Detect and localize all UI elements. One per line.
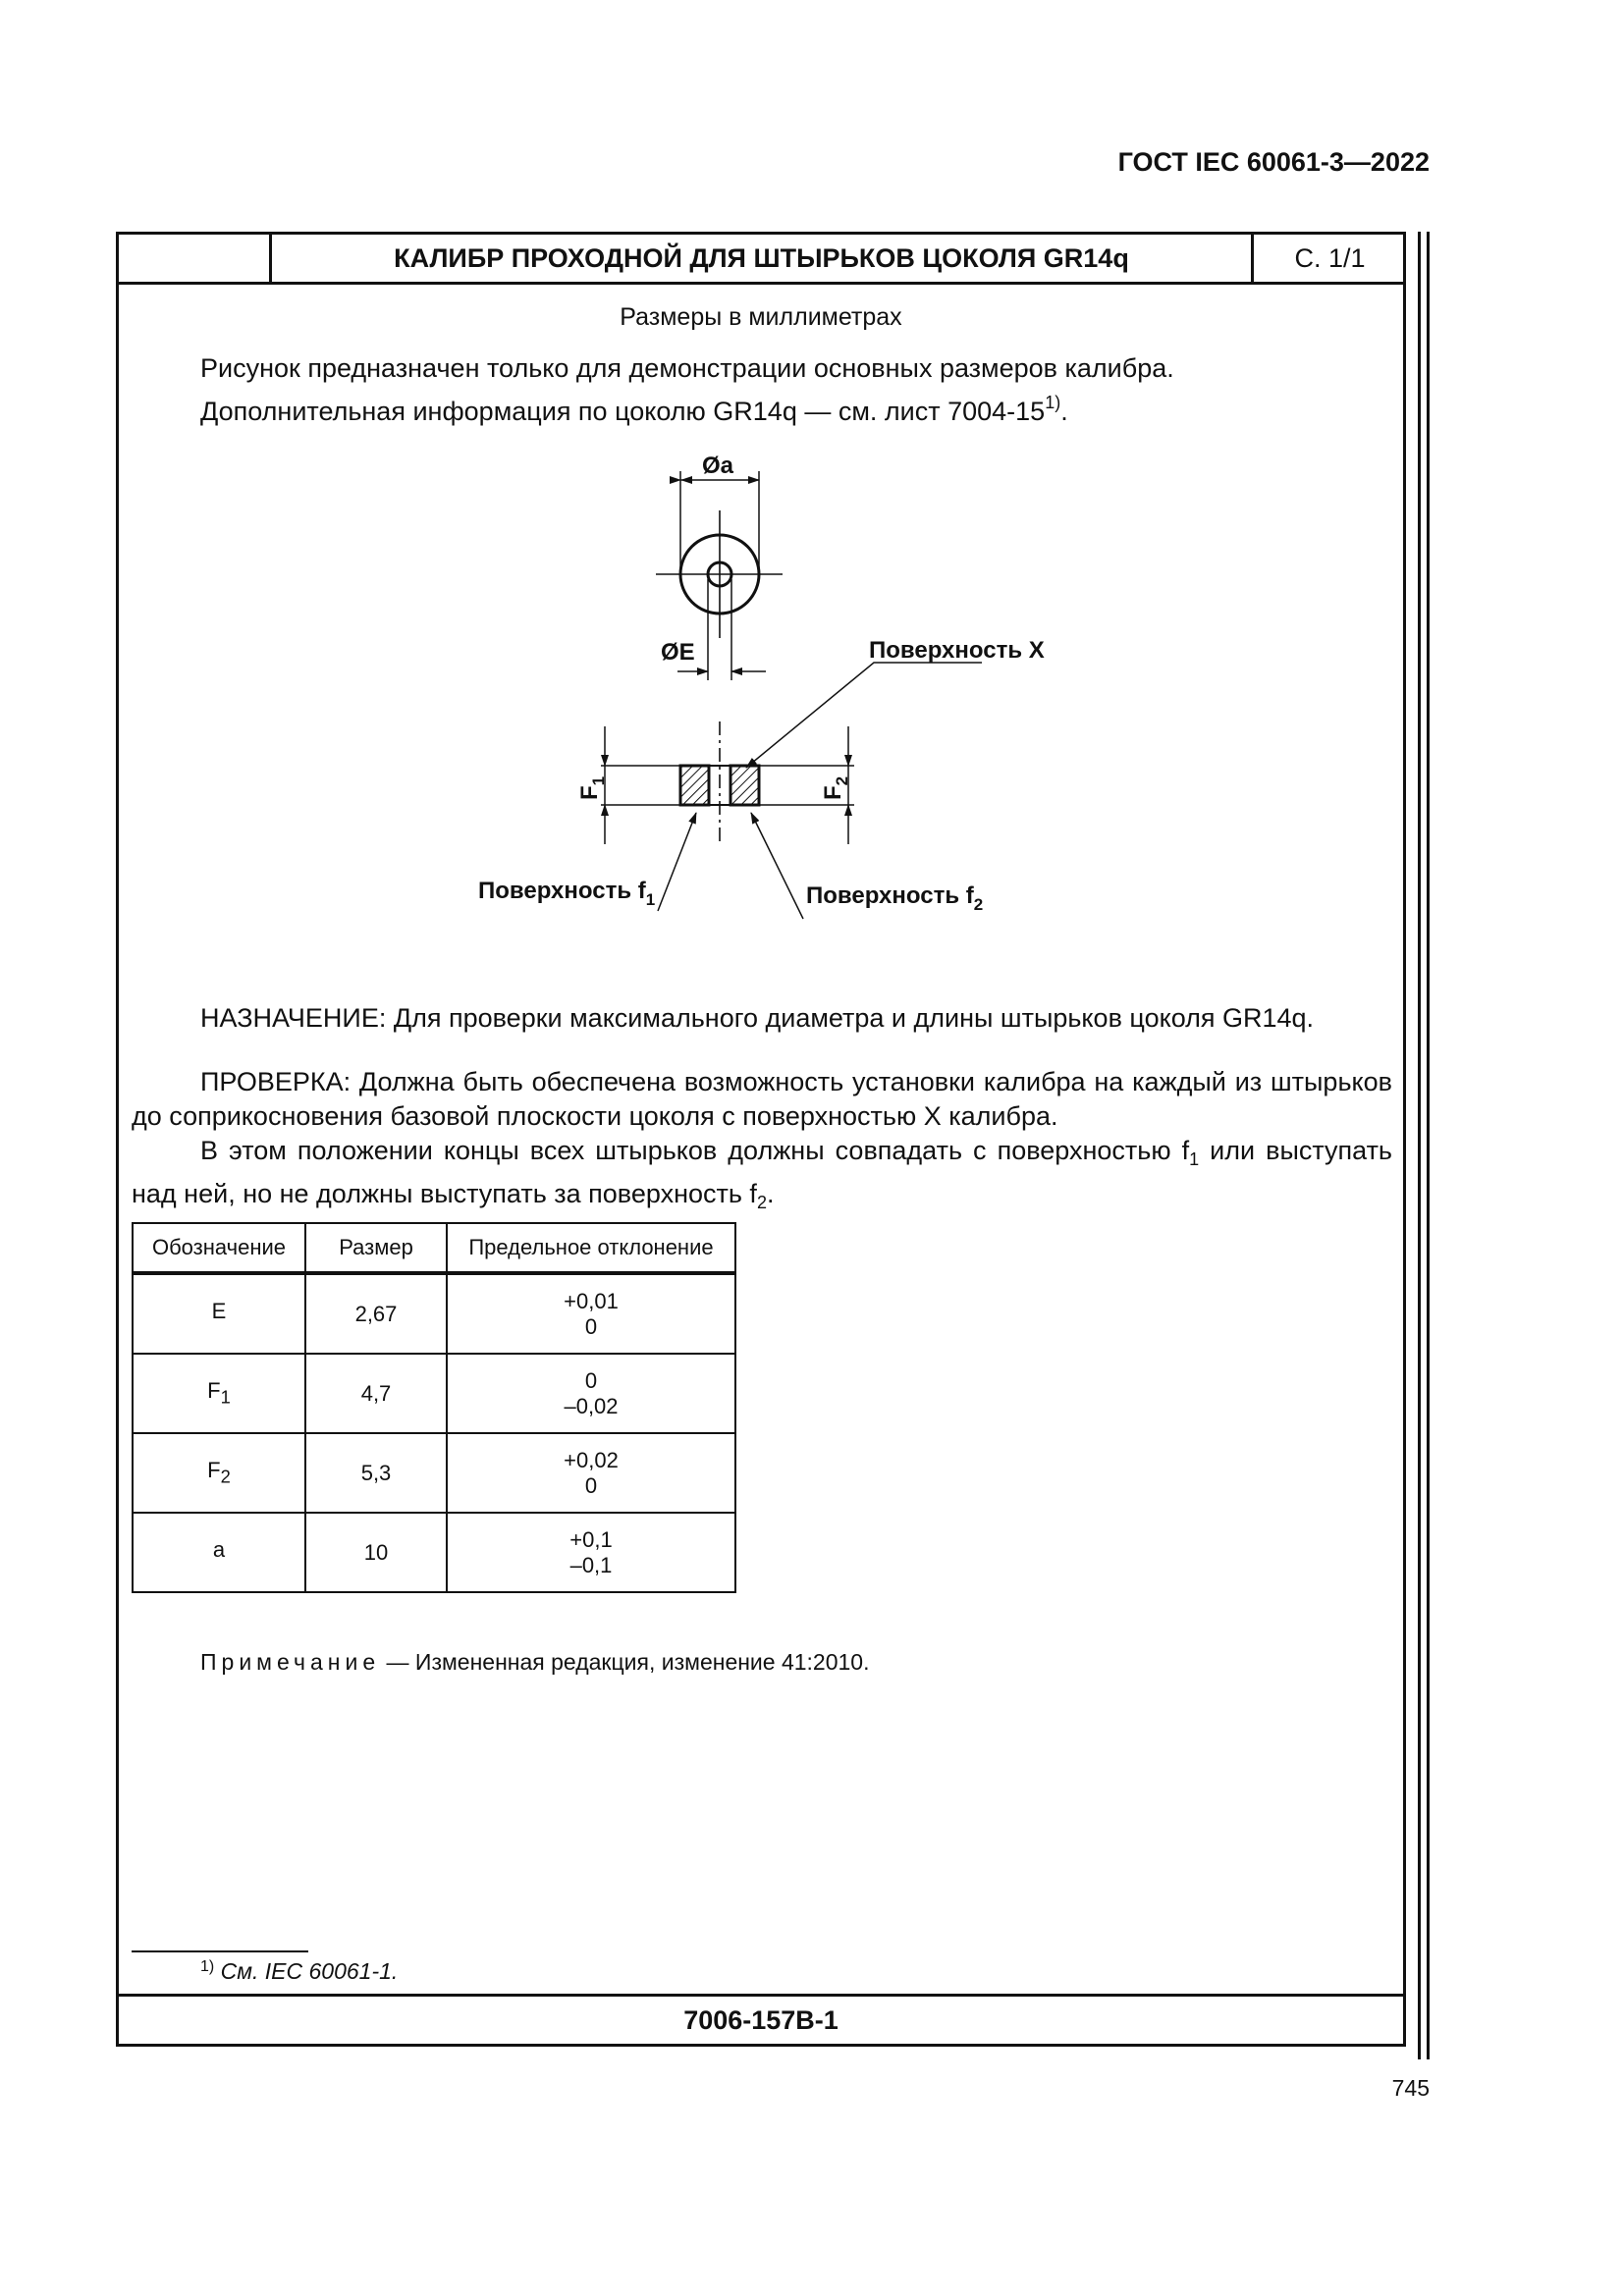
table-cell-tolerance — [447, 1354, 735, 1433]
table-cell-symbol — [133, 1354, 305, 1433]
standard-designation: ГОСТ IEC 60061-3—2022 — [1117, 147, 1430, 177]
table-header-size: Размер — [305, 1223, 447, 1273]
table-header-symbol: Обозначение — [133, 1223, 305, 1273]
dimensions-table — [132, 1222, 736, 1593]
table-cell-size: 10 — [305, 1513, 447, 1592]
table-row — [133, 1354, 735, 1433]
check-text-c: . — [766, 1179, 775, 1208]
footnote-ref: 1) — [1045, 393, 1061, 412]
tolerance-upper: +0,02 — [564, 1447, 619, 1472]
check-paragraph-1: ПРОВЕРКА: Должна быть обеспечена возможность установки калибра на каждый из штырьков до соприкосновения базовой плоскости цоколя с поверхностью X калибра. — [132, 1067, 1392, 1131]
table-cell-tolerance — [447, 1433, 735, 1513]
units-caption: Размеры в миллиметрах — [620, 303, 902, 331]
check-text-a: В этом положении концы всех штырьков должны совпадать с поверхностью f — [200, 1136, 1190, 1165]
note — [200, 1649, 870, 1676]
surface-f1-label — [478, 878, 655, 909]
surface-f1-text: Поверхность f — [478, 878, 646, 904]
dim-F1-sub: 1 — [589, 775, 608, 786]
table-header-tolerance: Предельное отклонение — [447, 1223, 735, 1273]
footnote — [200, 1958, 398, 1985]
surface-f2-sub: 2 — [973, 895, 984, 914]
footnote-text: См. IEC 60061-1. — [214, 1958, 399, 1984]
table-cell-tolerance — [447, 1273, 735, 1354]
dim-F1-label — [576, 776, 608, 800]
surface-x-label: Поверхность X — [869, 637, 1045, 664]
tolerance-lower: 0 — [584, 1472, 598, 1498]
tolerance-lower: 0 — [584, 1313, 598, 1339]
note-label: Примечание — [200, 1649, 381, 1675]
table-header-row — [133, 1223, 735, 1273]
check-text-b: или выступать над ней, но не должны выступать за поверхность f — [132, 1136, 1392, 1208]
dim-F2-sub: 2 — [833, 775, 851, 786]
dim-F2-label — [820, 776, 851, 800]
dim-a-label: Øa — [702, 453, 734, 479]
section-view — [601, 663, 982, 919]
dim-F2-text: F — [820, 785, 846, 800]
check-section — [132, 1065, 1392, 1220]
purpose-text: НАЗНАЧЕНИЕ: Для проверки максимального диаметра и длины штырьков цоколя GR14q. — [200, 1003, 1315, 1033]
symbol-text: F — [207, 1458, 221, 1483]
table-row — [133, 1433, 735, 1513]
symbol-text: a — [212, 1537, 226, 1563]
table-cell-tolerance — [447, 1513, 735, 1592]
table-cell-symbol — [133, 1513, 305, 1592]
sheet-page: С. 1/1 — [1294, 242, 1366, 273]
tolerance-lower: –0,02 — [564, 1393, 619, 1418]
table-row — [133, 1513, 735, 1592]
tolerance-upper: +0,01 — [564, 1288, 619, 1313]
tolerance-upper: +0,1 — [569, 1526, 613, 1552]
note-text: — Измененная редакция, изменение 41:2010. — [380, 1649, 870, 1675]
tolerance-lower: –0,1 — [569, 1552, 613, 1577]
sheet-number: 7006-157B-1 — [683, 2004, 839, 2035]
surface-f2-label — [806, 882, 983, 914]
footnote-mark: 1) — [200, 1958, 215, 1975]
surface-f1-sub: 1 — [645, 890, 656, 909]
symbol-text: F — [207, 1378, 221, 1404]
table-cell-size: 4,7 — [305, 1354, 447, 1433]
surface-f2-text: Поверхность f — [806, 882, 974, 909]
dim-E-label: ØE — [661, 639, 695, 666]
page-number: 745 — [1391, 2075, 1430, 2101]
table-cell-size: 2,67 — [305, 1273, 447, 1354]
table-row — [133, 1273, 735, 1354]
table-cell-size: 5,3 — [305, 1433, 447, 1513]
intro-end: . — [1060, 397, 1068, 426]
check-sub-2: 2 — [756, 1193, 767, 1212]
intro-text: Дополнительная информация по цоколю GR14q — см. лист 7004-15 — [200, 397, 1046, 426]
tolerance-upper: 0 — [584, 1367, 598, 1393]
symbol-sub: 2 — [220, 1466, 231, 1487]
check-paragraph-2 — [132, 1134, 1392, 1220]
dim-F1-text: F — [576, 785, 603, 800]
check-sub-1: 1 — [1189, 1149, 1200, 1169]
intro-line-1: Рисунок предназначен только для демонстрации основных размеров калибра. — [200, 353, 1174, 383]
sheet-title: КАЛИБР ПРОХОДНОЙ ДЛЯ ШТЫРЬКОВ ЦОКОЛЯ GR14q — [272, 232, 1254, 285]
table-cell-symbol — [133, 1273, 305, 1354]
footnote-separator — [132, 1950, 308, 1952]
symbol-text: E — [211, 1299, 227, 1324]
symbol-sub: 1 — [220, 1386, 231, 1408]
table-cell-symbol — [133, 1433, 305, 1513]
